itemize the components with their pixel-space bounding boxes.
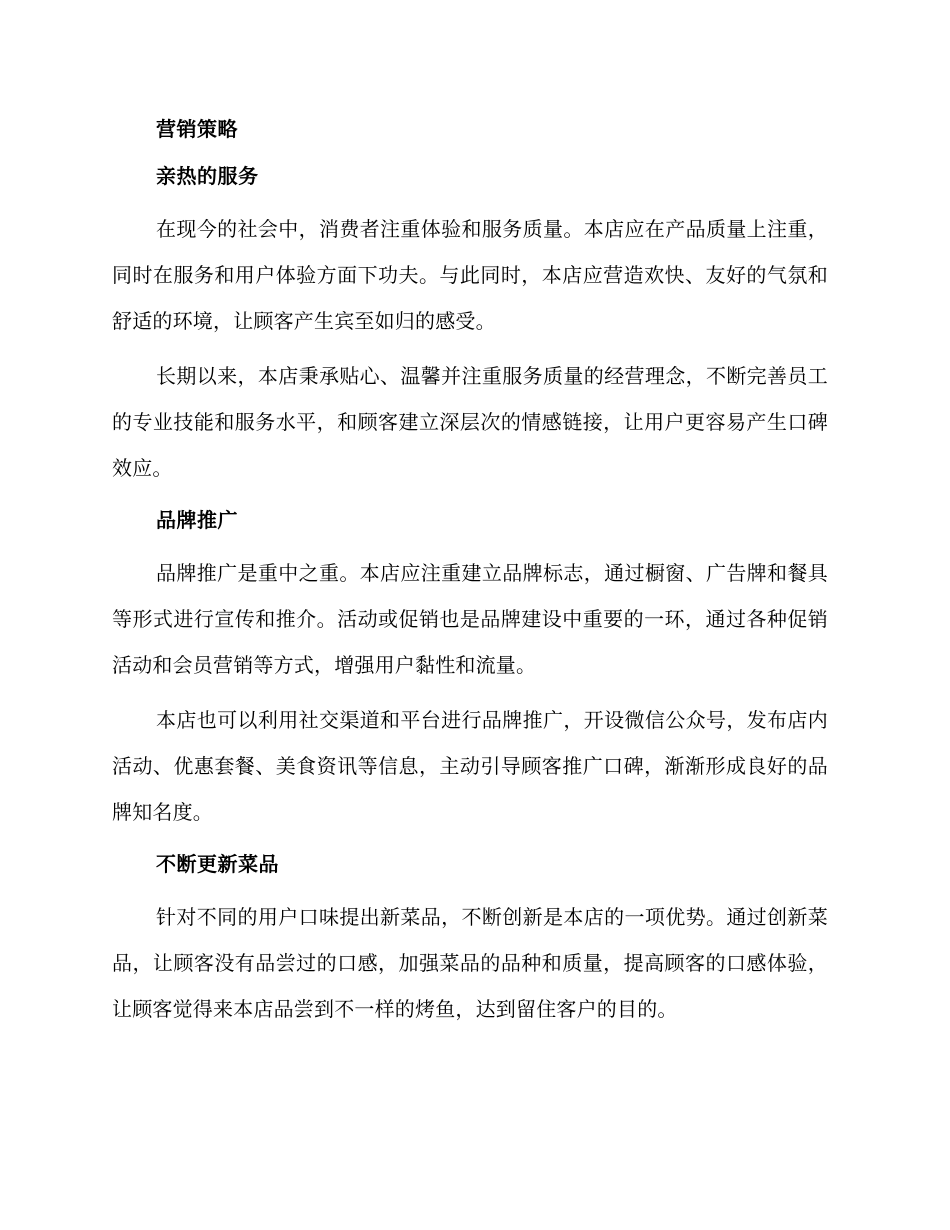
paragraph: 长期以来，本店秉承贴心、温馨并注重服务质量的经营理念，不断完善员工的专业技能和服务水平，和顾客建立深层次的情感链接，让用户更容易产生口碑效应。 bbox=[112, 364, 828, 480]
document-title: 营销策略 bbox=[156, 117, 238, 141]
section-heading-menu: 不断更新菜品 bbox=[156, 852, 279, 876]
paragraph: 品牌推广是重中之重。本店应注重建立品牌标志，通过橱窗、广告牌和餐具等形式进行宣传和推介。活动或促销也是品牌建设中重要的一环，通过各种促销活动和会员营销等方式，增强用户黏性和流量。 bbox=[112, 561, 828, 677]
paragraph: 针对不同的用户口味提出新菜品，不断创新是本店的一项优势。通过创新菜品，让顾客没有品尝过的口感，加强菜品的品种和质量，提高顾客的口感体验，让顾客觉得来本店品尝到不一样的烤鱼，达到留住客户的目的。 bbox=[112, 905, 828, 1021]
paragraph: 在现今的社会中，消费者注重体验和服务质量。本店应在产品质量上注重，同时在服务和用户体验方面下功夫。与此同时，本店应营造欢快、友好的气氛和舒适的环境，让顾客产生宾至如归的感受。 bbox=[112, 217, 828, 333]
section-heading-service: 亲热的服务 bbox=[156, 164, 259, 188]
paragraph: 本店也可以利用社交渠道和平台进行品牌推广，开设微信公众号，发布店内活动、优惠套餐、美食资讯等信息，主动引导顾客推广口碑，渐渐形成良好的品牌知名度。 bbox=[112, 708, 828, 824]
section-heading-brand: 品牌推广 bbox=[156, 508, 238, 532]
